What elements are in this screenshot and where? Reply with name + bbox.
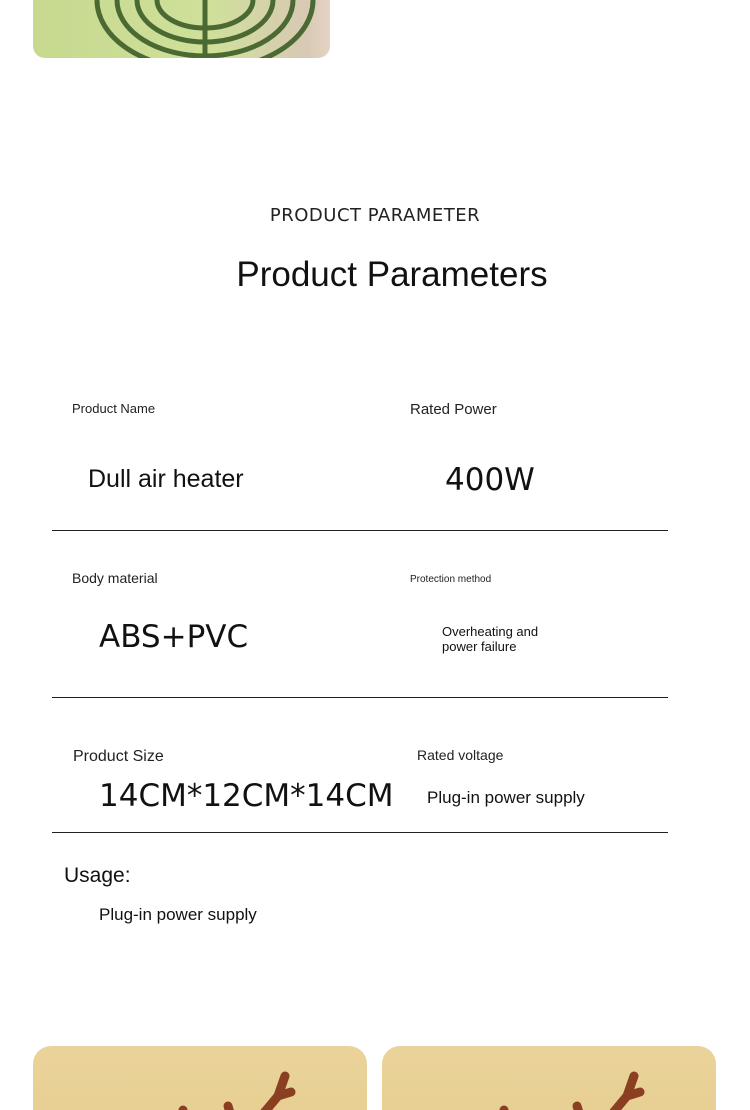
antler-graphic [382, 1046, 716, 1110]
body-material-value: ABS+PVC [99, 619, 249, 655]
rated-power-label: Rated Power [410, 401, 497, 418]
antler-graphic [33, 1046, 367, 1110]
product-image-bottom-right [382, 1046, 716, 1110]
row-divider-1 [52, 530, 668, 531]
protection-method-value [442, 624, 538, 654]
section-title: Product Parameters [236, 255, 548, 294]
product-name-value: Dull air heater [88, 465, 244, 493]
rated-voltage-label: Rated voltage [417, 747, 504, 763]
body-material-label: Body material [72, 570, 158, 586]
product-size-value: 14CM*12CM*14CM [99, 778, 394, 814]
product-image-bottom-left [33, 1046, 367, 1110]
speaker-grille-graphic [33, 0, 330, 58]
protection-method-label: Protection method [410, 574, 492, 585]
row-divider-3 [52, 832, 668, 833]
product-name-label: Product Name [72, 401, 156, 416]
protection-method-value-line2: power failure [442, 639, 517, 654]
usage-value: Plug-in power supply [99, 905, 257, 924]
row-divider-2 [52, 697, 668, 698]
usage-label: Usage: [64, 864, 131, 887]
rated-voltage-value: Plug-in power supply [427, 788, 585, 807]
rated-power-value: 400W [445, 462, 535, 498]
product-size-label: Product Size [73, 748, 164, 765]
protection-method-value-line1: Overheating and [442, 624, 539, 639]
section-subtitle-en: PRODUCT PARAMETER [269, 205, 481, 226]
product-image-top [33, 0, 330, 58]
